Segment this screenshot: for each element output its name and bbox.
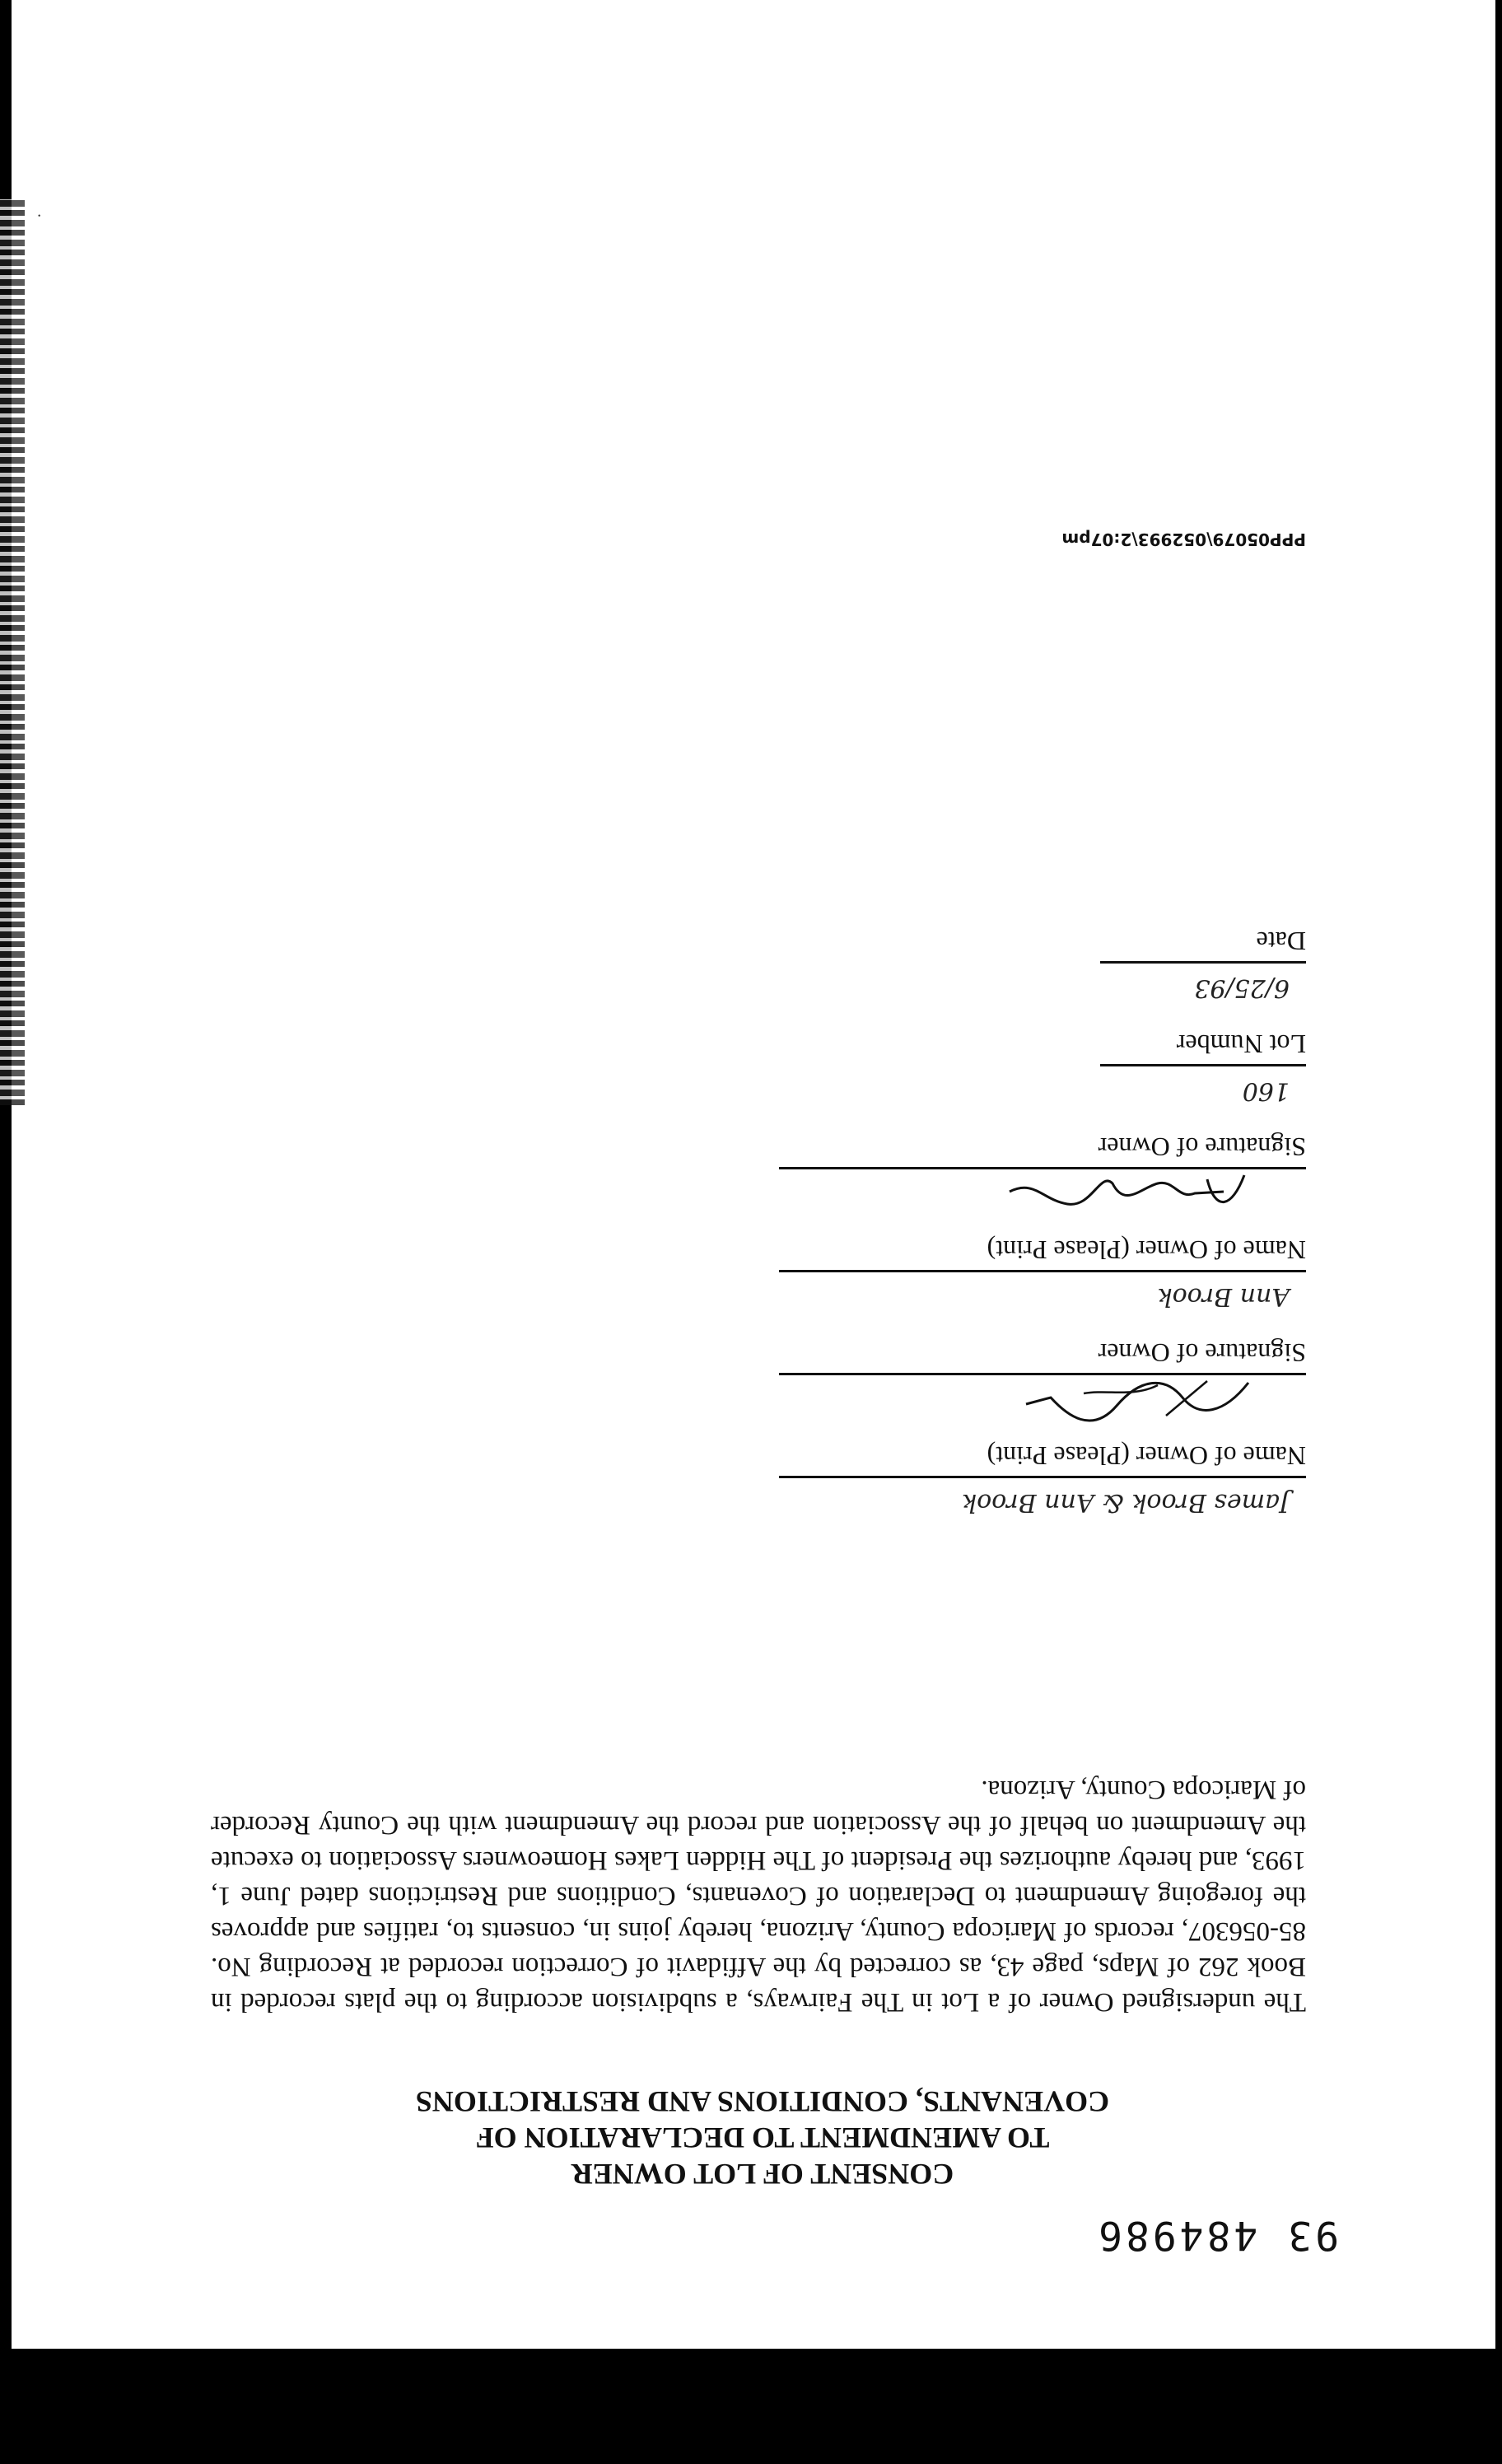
paper-sheet [12, 0, 1495, 2349]
title-line-3: COVENANTS, CONDITIONS AND RESTRICTIONS [415, 2085, 1110, 2118]
owner-name-field-2 [680, 1216, 1306, 1319]
lot-number-field [680, 1010, 1306, 1113]
date-field [680, 908, 1306, 1010]
signature-block [680, 908, 1306, 1525]
title-line-2: TO AMENDMENT TO DECLARATION OF [475, 2121, 1050, 2154]
field-caption: Signature of Owner [1098, 1132, 1306, 1162]
file-code: PPP05079\052993\2:07pm [1061, 530, 1306, 549]
signature-line [779, 1476, 1306, 1478]
consent-paragraph: The undersigned Owner of a Lot in The Fairways, a subdivision according to the plats recorded in Book 262 of Maps, page 43, as corrected by the Affidavit of Correction recorded at Recording No. 85-056307, records of Maricopa County, Arizona, hereby joins in, consents to, ratifies and approves the foregoing Amendment to Declaration of Covenants, Conditions and Restrictions dated June 1, 1993, and hereby authorizes the President of The Hidden Lakes Homeowners Association to execute the Amendment on behalf of the Association and record the Amendment with the County Recorder of Maricopa County, Arizona. [211, 1775, 1306, 2017]
field-caption: Name of Owner (Please Print) [987, 1235, 1306, 1265]
field-caption: Date [1256, 926, 1306, 956]
handwritten-date: 6/25/93 [1194, 973, 1290, 1002]
signature-line [1100, 961, 1306, 964]
owner-signature-field-2 [680, 1113, 1306, 1216]
signature-line [779, 1167, 1306, 1169]
signature-line [779, 1373, 1306, 1375]
signature-line [1100, 1064, 1306, 1066]
owner-signature-field-1 [680, 1319, 1306, 1422]
recording-number: 93 484986 [1094, 2212, 1339, 2258]
handwritten-signature-1 [1010, 1374, 1257, 1422]
title-line-1: CONSENT OF LOT OWNER [571, 2158, 954, 2191]
field-caption: Lot Number [1176, 1029, 1306, 1059]
owner-name-field-1 [680, 1422, 1306, 1525]
signature-line [779, 1270, 1306, 1272]
handwritten-owner-name-1: James Brook & Ann Brook [961, 1488, 1290, 1517]
field-caption: Name of Owner (Please Print) [987, 1441, 1306, 1471]
stray-mark: · [36, 206, 42, 224]
handwritten-lot-number: 160 [1242, 1076, 1290, 1105]
document-title [219, 2084, 1306, 2192]
handwritten-signature-2 [993, 1169, 1257, 1216]
field-caption: Signature of Owner [1098, 1338, 1306, 1368]
handwritten-owner-name-2: Ann Brook [1157, 1282, 1290, 1311]
scan-edge-noise [0, 199, 25, 1105]
